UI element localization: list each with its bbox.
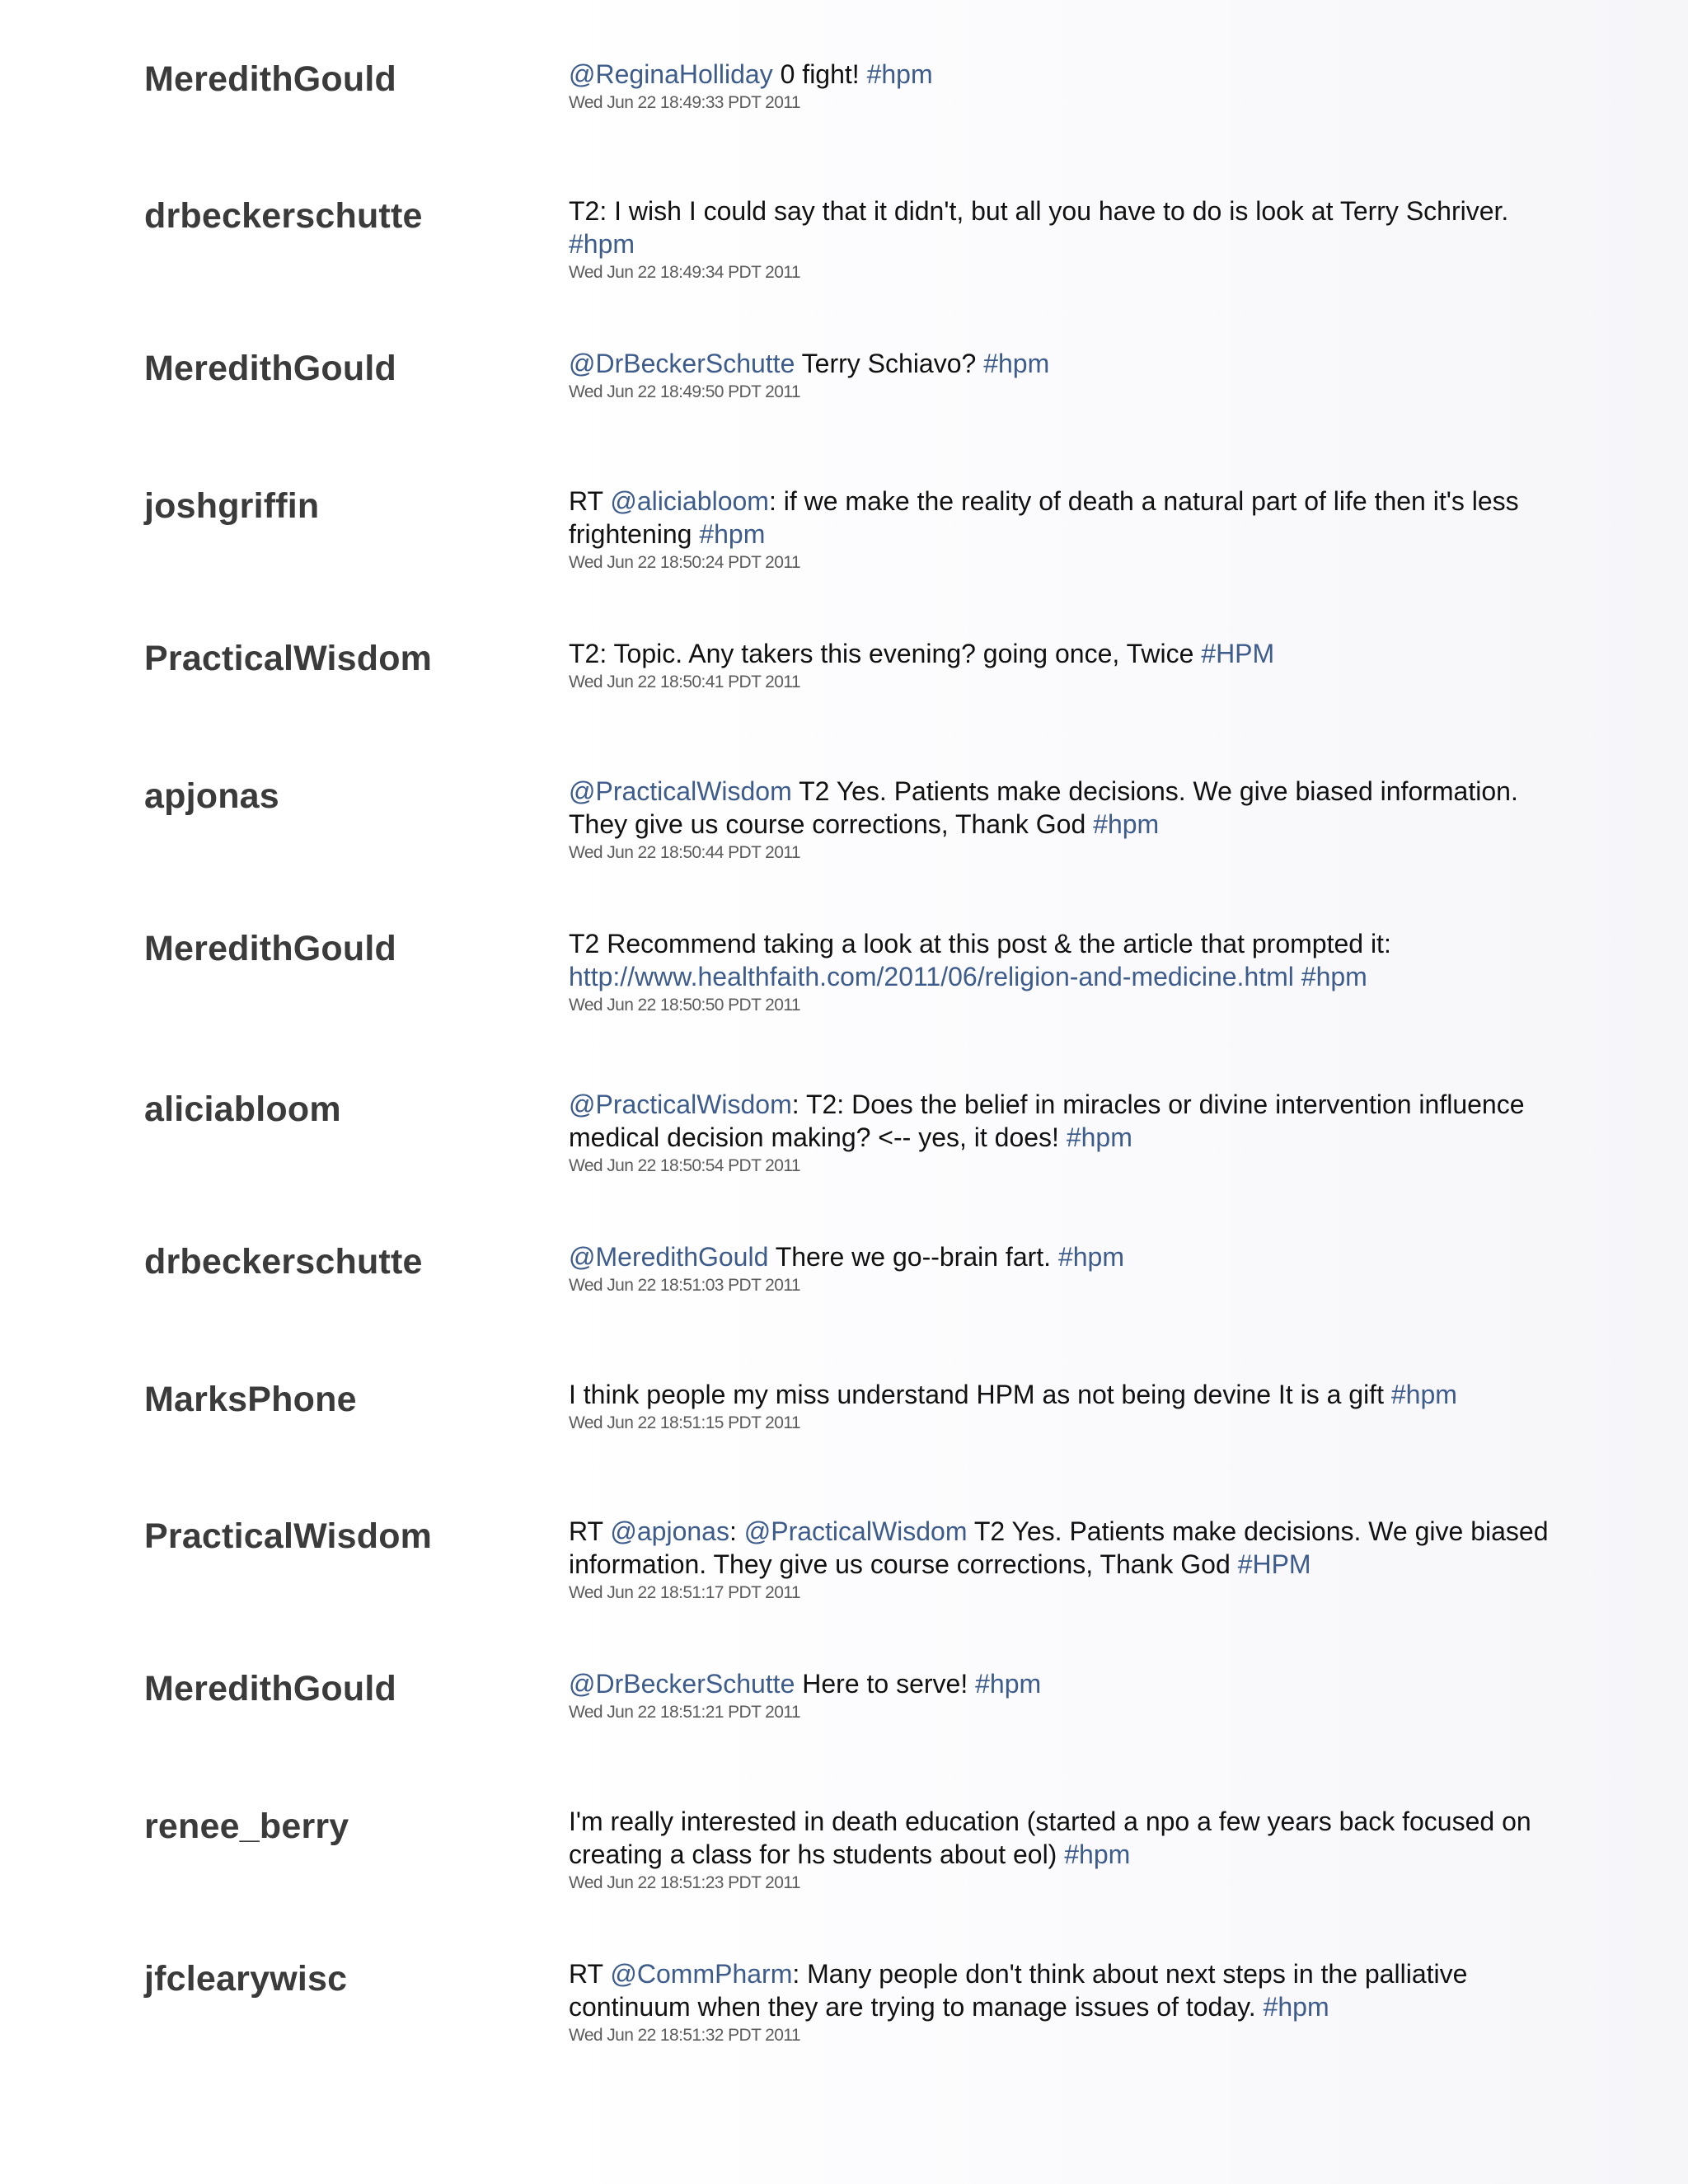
tweet-mention-link[interactable]: @DrBeckerSchutte [569, 1669, 795, 1699]
tweet-text-segment: Here to serve! [795, 1669, 976, 1699]
tweet-username[interactable]: aliciabloom [144, 1090, 341, 1129]
tweet-body [569, 1378, 1570, 1434]
tweet-body [569, 637, 1570, 693]
tweet-text [569, 194, 1570, 260]
tweet-hashtag-link[interactable]: #hpm [983, 349, 1050, 378]
tweet-body [569, 1515, 1570, 1604]
tweet-hashtag-link[interactable]: #HPM [1237, 1549, 1311, 1579]
tweet-text [569, 347, 1570, 380]
tweet-text-segment: : Many people don't think about next steps in the palliative continuum when they are trying to manage issues of today. [569, 1959, 1468, 2022]
tweet-text [569, 927, 1570, 993]
tweet-text [569, 1240, 1570, 1273]
tweet-timestamp: Wed Jun 22 18:51:32 PDT 2011 [569, 2026, 800, 2045]
tweet-text-segment: : if we make the reality of death a natural part of life then it's less frightening [569, 486, 1519, 549]
tweet-hashtag-link[interactable]: #hpm [1057, 1242, 1124, 1272]
tweet-timestamp: Wed Jun 22 18:51:17 PDT 2011 [569, 1583, 800, 1602]
tweet-body [569, 927, 1570, 1016]
tweet-username[interactable]: renee_berry [144, 1807, 349, 1846]
tweet-hashtag-link[interactable]: #hpm [975, 1669, 1042, 1699]
tweet-text [569, 485, 1570, 551]
tweet-timestamp: Wed Jun 22 18:49:50 PDT 2011 [569, 382, 800, 401]
tweet-timestamp: Wed Jun 22 18:50:54 PDT 2011 [569, 1156, 800, 1175]
tweet-mention-link[interactable]: @ReginaHolliday [569, 59, 773, 89]
tweet-body [569, 58, 1570, 114]
tweet-text [569, 1088, 1570, 1154]
tweet-text-segment: RT [569, 486, 611, 516]
tweet-text-segment [1294, 962, 1301, 991]
tweet-text [569, 1805, 1570, 1871]
tweet-text-segment: 0 fight! [772, 59, 867, 89]
tweet-mention-link[interactable]: @CommPharm [610, 1959, 793, 1989]
tweet-hashtag-link[interactable]: #hpm [1093, 809, 1160, 839]
tweet-timestamp: Wed Jun 22 18:50:24 PDT 2011 [569, 553, 800, 572]
tweet-username[interactable]: joshgriffin [144, 486, 320, 526]
tweet-text-segment: T2 Yes. Patients make decisions. We give biased information. They give us course corrections, Thank God [569, 1516, 1549, 1579]
tweet-username[interactable]: PracticalWisdom [144, 639, 433, 678]
tweet-hashtag-link[interactable]: #HPM [1201, 639, 1275, 668]
tweet-hashtag-link[interactable]: #hpm [1066, 1122, 1132, 1152]
tweet-text [569, 1667, 1570, 1700]
tweet-mention-link[interactable]: @apjonas [610, 1516, 729, 1546]
tweet-timestamp: Wed Jun 22 18:50:50 PDT 2011 [569, 996, 800, 1015]
tweet-username[interactable]: drbeckerschutte [144, 1242, 423, 1282]
tweet-text-segment: I think people my miss understand HPM as not being devine It is a gift [569, 1380, 1391, 1409]
tweet-username[interactable]: MeredithGould [144, 59, 396, 99]
tweet-text-segment: RT [569, 1516, 611, 1546]
tweet-mention-link[interactable]: @DrBeckerSchutte [569, 349, 795, 378]
tweet-timestamp: Wed Jun 22 18:51:03 PDT 2011 [569, 1276, 800, 1295]
tweet-body [569, 1667, 1570, 1723]
tweet-mention-link[interactable]: @MeredithGould [569, 1242, 769, 1272]
tweet-timestamp: Wed Jun 22 18:50:41 PDT 2011 [569, 673, 800, 691]
tweet-text-segment: T2 Yes. Patients make decisions. We give biased information. They give us course corrections, Thank God [569, 776, 1518, 839]
tweet-username[interactable]: MeredithGould [144, 349, 396, 388]
tweet-hashtag-link[interactable]: #hpm [1064, 1840, 1131, 1869]
tweet-text [569, 775, 1570, 841]
tweet-text [569, 637, 1570, 670]
tweet-text-segment: T2 Recommend taking a look at this post & the article that prompted it: [569, 929, 1391, 958]
tweet-hashtag-link[interactable]: #hpm [569, 229, 635, 259]
tweet-username[interactable]: jfclearywisc [144, 1959, 348, 1999]
tweet-username[interactable]: MarksPhone [144, 1380, 357, 1419]
tweet-hashtag-link[interactable]: #hpm [699, 519, 766, 549]
tweet-text-segment: I'm really interested in death education (started a npo a few years back focused on creating a class for hs students about eol) [569, 1807, 1531, 1869]
tweet-text [569, 58, 1570, 91]
tweet-body [569, 1088, 1570, 1177]
tweet-timestamp: Wed Jun 22 18:50:44 PDT 2011 [569, 843, 800, 862]
tweet-timestamp: Wed Jun 22 18:51:21 PDT 2011 [569, 1703, 800, 1722]
tweet-mention-link[interactable]: @PracticalWisdom [569, 776, 792, 806]
tweet-body [569, 1957, 1570, 2046]
tweet-body [569, 347, 1570, 403]
tweet-body [569, 194, 1570, 284]
tweet-hashtag-link[interactable]: #hpm [1301, 962, 1367, 991]
tweet-mention-link[interactable]: @PracticalWisdom [569, 1090, 792, 1119]
tweet-body [569, 485, 1570, 574]
tweet-hashtag-link[interactable]: #hpm [1390, 1380, 1457, 1409]
tweet-timestamp: Wed Jun 22 18:51:15 PDT 2011 [569, 1413, 800, 1432]
tweet-timestamp: Wed Jun 22 18:49:33 PDT 2011 [569, 93, 800, 112]
tweet-body [569, 1240, 1570, 1296]
tweet-text-segment: : [729, 1516, 744, 1546]
tweet-timestamp: Wed Jun 22 18:51:23 PDT 2011 [569, 1873, 800, 1892]
tweet-timestamp: Wed Jun 22 18:49:34 PDT 2011 [569, 263, 800, 282]
tweet-mention-link[interactable]: @aliciabloom [610, 486, 769, 516]
tweet-username[interactable]: drbeckerschutte [144, 196, 423, 236]
tweet-text-segment: Terry Schiavo? [795, 349, 984, 378]
tweet-text-segment: : T2: Does the belief in miracles or divine intervention influence medical decision making? <-- yes, it does! [569, 1090, 1525, 1152]
tweet-text [569, 1515, 1570, 1581]
tweet-text-segment: T2: Topic. Any takers this evening? going once, Twice [569, 639, 1202, 668]
tweet-mention-link[interactable]: @PracticalWisdom [743, 1516, 968, 1546]
tweet-hashtag-link[interactable]: #hpm [1263, 1992, 1329, 2022]
tweet-url-link[interactable]: http://www.healthfaith.com/2011/06/religion-and-medicine.html [569, 962, 1294, 991]
tweet-text-segment: T2: I wish I could say that it didn't, but all you have to do is look at Terry Schriver. [569, 196, 1509, 226]
tweet-text [569, 1957, 1570, 2023]
tweet-text-segment: RT [569, 1959, 611, 1989]
tweet-username[interactable]: MeredithGould [144, 929, 396, 968]
tweet-hashtag-link[interactable]: #hpm [866, 59, 933, 89]
tweet-username[interactable]: apjonas [144, 776, 279, 816]
tweet-text [569, 1378, 1570, 1411]
tweet-body [569, 775, 1570, 864]
tweet-body [569, 1805, 1570, 1894]
tweet-username[interactable]: MeredithGould [144, 1669, 396, 1708]
tweet-username[interactable]: PracticalWisdom [144, 1516, 433, 1556]
tweet-text-segment: There we go--brain fart. [768, 1242, 1058, 1272]
